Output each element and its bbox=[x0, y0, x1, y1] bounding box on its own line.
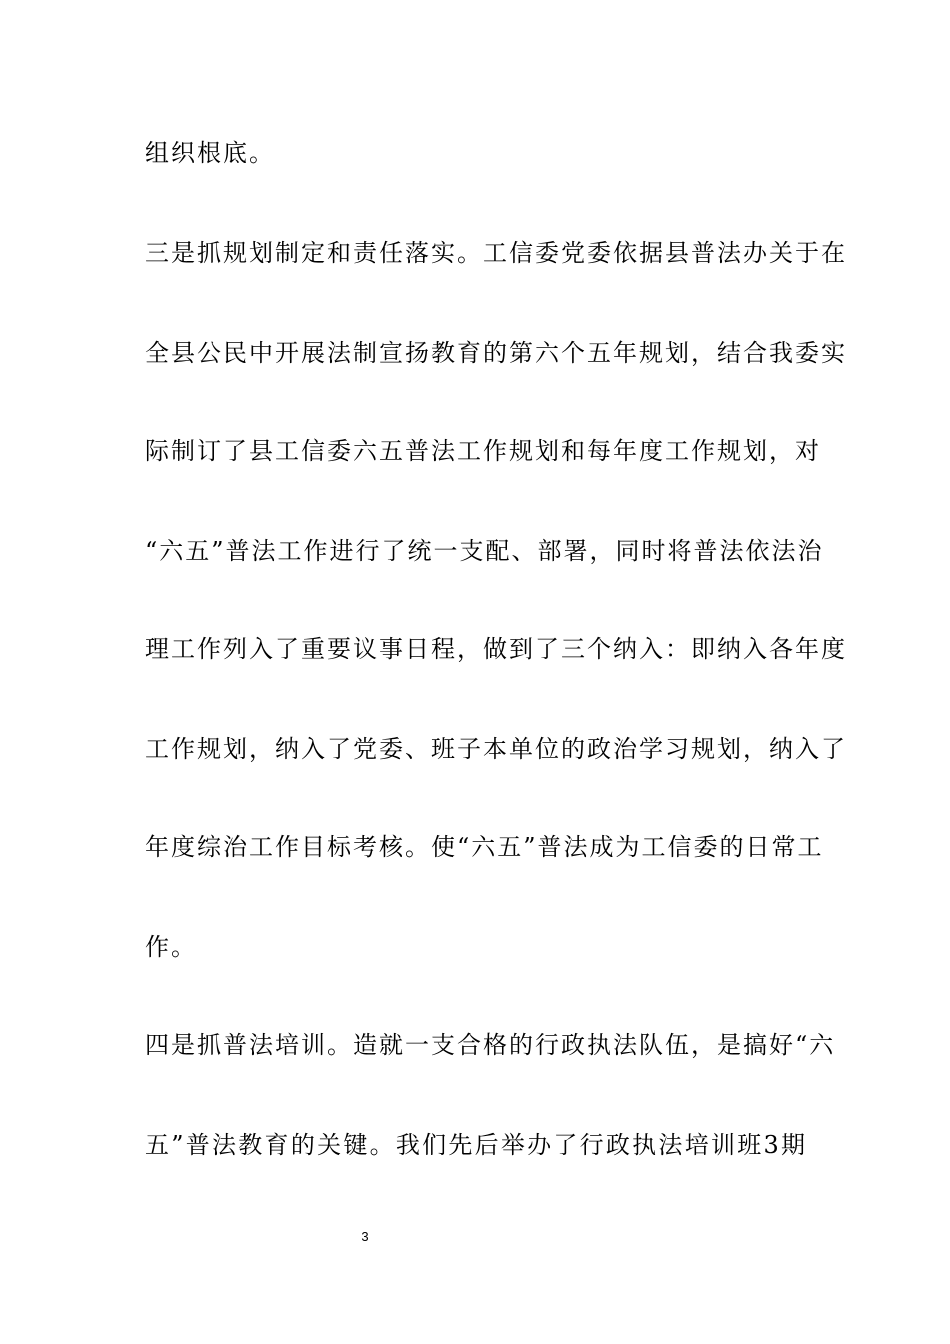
paragraph-line-2: 三是抓规划制定和责任落实。工信委党委依据县普法办关于在 bbox=[145, 239, 847, 267]
paragraph-line-9: 作。 bbox=[145, 933, 197, 961]
paragraph-line-10: 四是抓普法培训。造就一支合格的行政执法队伍，是搞好“六 bbox=[145, 1031, 836, 1059]
paragraph-line-4: 际制订了县工信委六五普法工作规划和每年度工作规划，对 bbox=[145, 437, 821, 465]
paragraph-line-7: 工作规划，纳入了党委、班子本单位的政治学习规划，纳入了 bbox=[145, 735, 847, 763]
paragraph-line-6: 理工作列入了重要议事日程，做到了三个纳入：即纳入各年度 bbox=[145, 635, 847, 663]
page-number: 3 bbox=[361, 1229, 369, 1244]
paragraph-line-8: 年度综治工作目标考核。使“六五”普法成为工信委的日常工 bbox=[145, 833, 824, 861]
paragraph-line-1: 组织根底。 bbox=[145, 139, 275, 167]
paragraph-line-3: 全县公民中开展法制宣扬教育的第六个五年规划，结合我委实 bbox=[145, 339, 847, 367]
paragraph-line-5: “六五”普法工作进行了统一支配、部署，同时将普法依法治 bbox=[145, 537, 824, 565]
paragraph-line-11: 五”普法教育的关键。我们先后举办了行政执法培训班3期 bbox=[145, 1131, 807, 1159]
